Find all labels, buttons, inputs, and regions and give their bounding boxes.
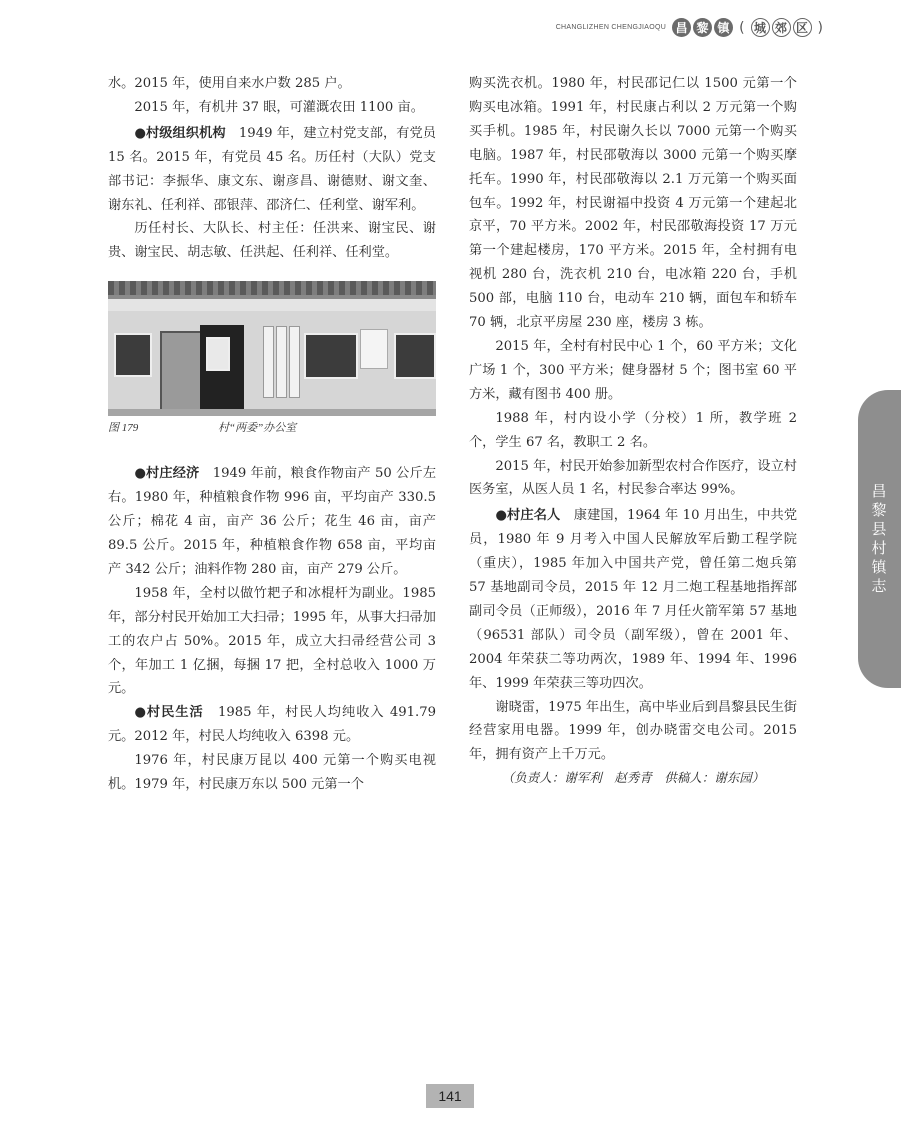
paragraph: 购买洗衣机。1980 年，村民邵记仁以 1500 元第一个购买电冰箱。1991 年，村民康占利以 2 万元第一个购买手机。1985 年，村民谢久长以 7000 元第一个购买电脑。1987 年，村民邵敬海以 3000 元第一个购买摩托车。1990 年，村民邵敬海以 2.1 万元第一个购买面包车。1992 年，村民谢福中投资 4 万元第一个建起北京平，70 平方米。2002 年，村民邵敬海投资 17 万元第一个建起楼房，170 平方米。2015 年，全村拥有电视机 280 台，洗衣机 210 台，电冰箱 220 台，手机 500 部，电脑 110 台，电动车 210 辆，面包车和轿车 70 辆，北京平房屋 230 座，楼房 3 栋。: [469, 76, 797, 331]
paragraph: 历任村长、大队长、村主任：任洪来、谢宝民、谢贵、谢宝民、胡志敏、任洪起、任利祥、任利堂。: [108, 221, 436, 261]
header-paren-open: (: [739, 19, 745, 36]
header-latin-title: CHANGLIZHEN CHENGJIAOQU: [555, 24, 667, 31]
figure-caption: [108, 420, 436, 436]
header-town-name: [672, 18, 733, 37]
paragraph: 2015 年，全村有村民中心 1 个，60 平方米；文化广场 1 个，300 平方米；健身器材 5 个；图书室 60 平方米，藏有图书 400 册。: [469, 338, 797, 402]
paragraph: 1958 年，全村以做竹耙子和冰棍杆为副业。1985 年，部分村民开始加工大扫帚；1995 年，从事大扫帚加工的农户占 50%。2015 年，成立大扫帚经营公司 3 个，年加工 1 亿捆，每捆 17 把，全村总收入 1000 万元。: [108, 585, 436, 697]
paragraph-text: 康建国，1964 年 10 月出生，中共党员，1980 年 9 月考入中国人民解放军后勤工程学院（重庆），1985 年加入中国共产党，曾任第二炮兵第 57 基地副司令员，2015 年 12 月二炮工程基地指挥部副司令员（正师级），2016 年 7 月任火箭军第 57 基地（96531 部队）司令员（副军级），曾在 2001 年、2004 年荣获二等功两次，1989 年、1994 年、1996 年、1999 年荣获三等功四次。: [469, 508, 798, 691]
paragraph: 谢晓雷，1975 年出生，高中毕业后到昌黎县民生街经营家用电器。1999 年，创办晓雷交电公司。2015 年，拥有资产上千万元。: [469, 699, 797, 763]
paragraph-notables: [469, 504, 797, 695]
figure-caption-text: 村“两委”办公室: [218, 422, 297, 435]
running-header: [556, 18, 823, 37]
paragraph-life: [108, 701, 436, 749]
paragraph-text: 1949 年，建立村党支部，有党员 15 名。2015 年，有党员 45 名。历任村（大队）党支部书记：李振华、康文东、谢彦昌、谢德财、谢文奎、谢东礼、任利祥、邵银萍、邵济仁、任利堂、谢军利。: [108, 125, 436, 213]
right-column: [469, 72, 797, 791]
office-photo: [108, 281, 436, 416]
side-tab: [858, 390, 901, 688]
section-heading-economy: ●村庄经济: [134, 466, 200, 482]
paragraph: 2015 年，有机井 37 眼，可灌溉农田 1100 亩。: [134, 99, 424, 115]
section-heading-notables: ●村庄名人: [495, 508, 561, 524]
paragraph-text: 1949 年前，粮食作物亩产 50 公斤左右。1980 年，种植粮食作物 996 亩，平均亩产 330.5 公斤；棉花 4 亩，亩产 36 公斤；花生 46 亩，亩产 89.5 公斤。2015 年，种植粮食作物 658 亩，平均亩产 342 公斤；油料作物 280 亩，亩产 279 公斤。: [108, 466, 437, 577]
paragraph-economy: [108, 462, 436, 582]
header-district-char-3: 区: [793, 18, 812, 37]
header-district-char-2: 郊: [772, 18, 791, 37]
page-number: 141: [426, 1084, 474, 1108]
header-paren-close: ): [817, 19, 823, 36]
paragraph: 1988 年，村内设小学（分校）1 所，教学班 2 个，学生 67 名，教职工 2 名。: [469, 410, 797, 450]
figure-number: 图 179: [108, 422, 139, 435]
paragraph: 2015 年，村民开始参加新型农村合作医疗，设立村医务室，从医人员 1 名，村民参合率达 99%。: [469, 458, 797, 498]
header-district-name: [751, 18, 812, 37]
left-column: [108, 72, 436, 797]
section-heading-life: ●村民生活: [134, 705, 204, 721]
paragraph: 水。2015 年，使用自来水户数 285 户。: [108, 76, 351, 91]
header-char-3: 镇: [714, 18, 733, 37]
header-char-2: 黎: [693, 18, 712, 37]
credit-line: （负责人：谢军利 赵秀青 供稿人：谢东园）: [501, 771, 765, 786]
header-district-char-1: 城: [751, 18, 770, 37]
side-tab-label: 昌黎县村镇志: [871, 482, 887, 595]
section-heading-organization: ●村级组织机构: [134, 125, 226, 141]
paragraph-organization: [108, 122, 436, 218]
header-char-1: 昌: [672, 18, 691, 37]
paragraph: 1976 年，村民康万昆以 400 元第一个购买电视机。1979 年，村民康万东以 500 元第一个: [108, 753, 436, 793]
paragraph-text: 1985 年，村民人均纯收入 491.79 元。2012 年，村民人均纯收入 6398 元。: [108, 705, 437, 745]
